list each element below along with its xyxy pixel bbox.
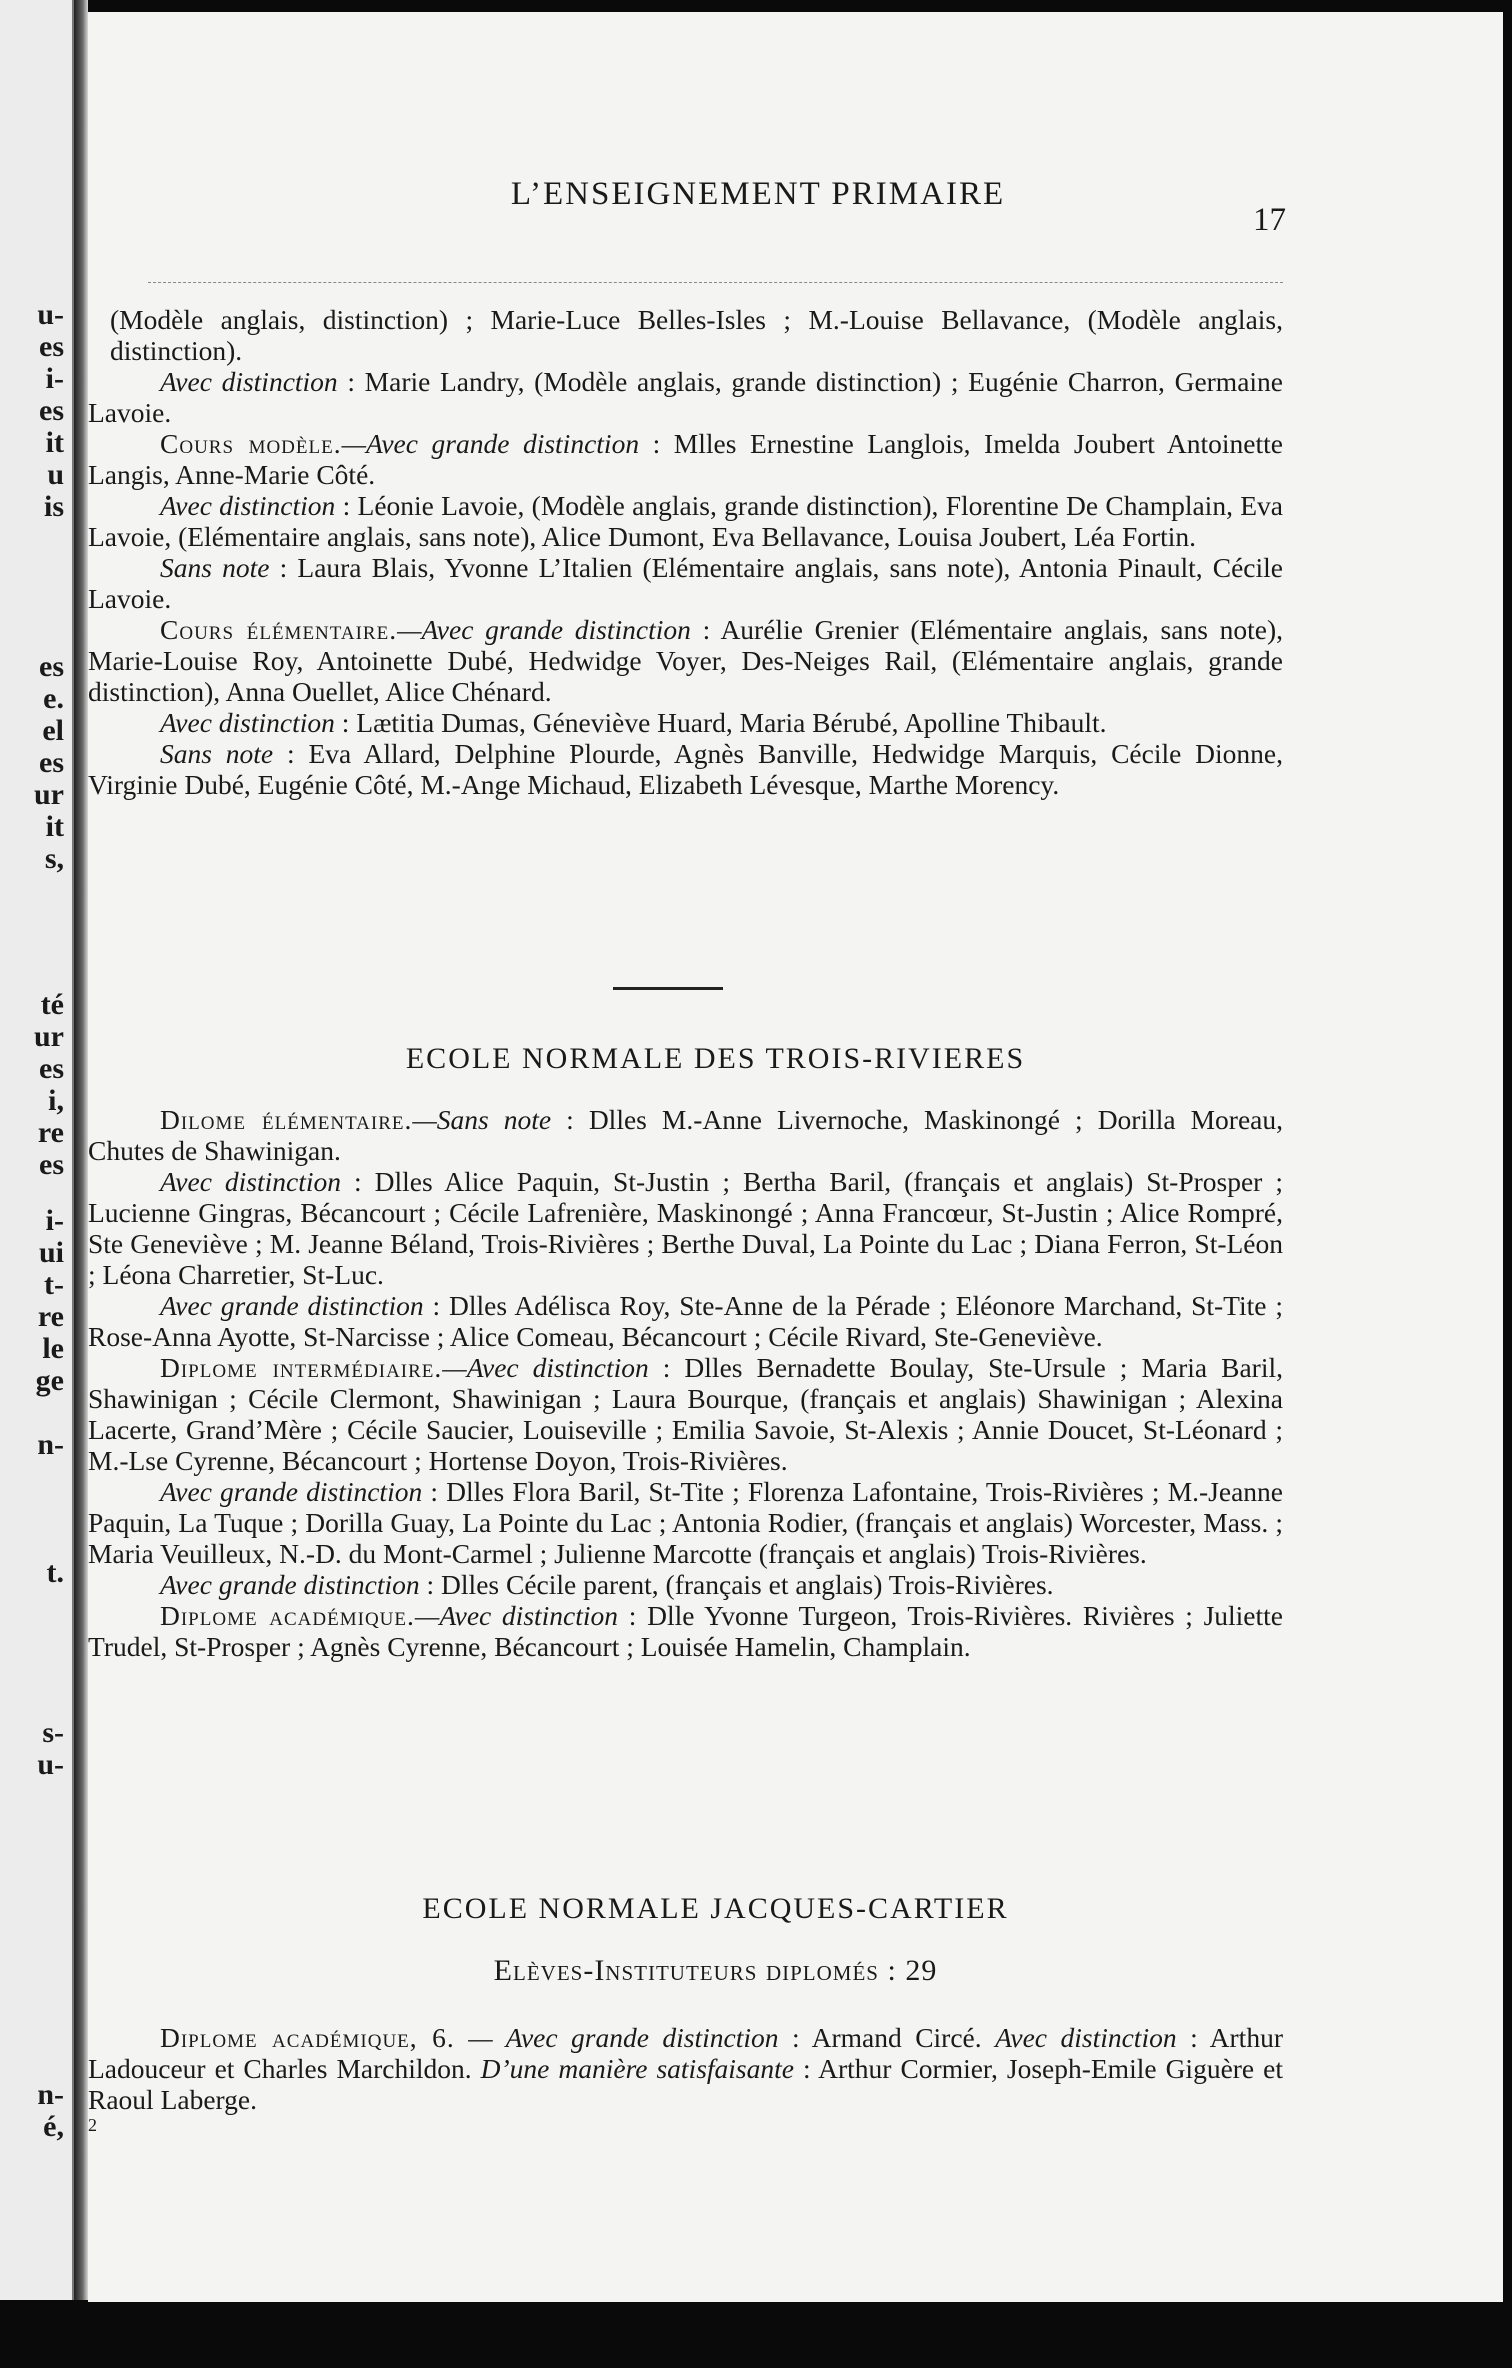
book-gutter bbox=[74, 0, 88, 2300]
paragraph bbox=[88, 1352, 1283, 1476]
paragraph-text: : Mlles Ernestine Langlois, Imelda Joubert Antoinette Langis, Anne-Marie Côté. bbox=[88, 428, 1283, 490]
paragraph-text: : Eva Allard, Delphine Plourde, Agnès Banville, Hedwidge Marquis, Cécile Dionne, Virginie Dubé, Eugénie Côté, M.-Ange Michaud, Elizabeth Lévesque, Marthe Morency. bbox=[88, 738, 1283, 800]
paragraph-text: : Dlles Cécile parent, (français et anglais) Trois-Rivières. bbox=[419, 1569, 1054, 1600]
left-fragment: es bbox=[39, 650, 64, 683]
paragraph-text: : Arthur Cormier, Joseph-Emile Giguère et Raoul Laberge. bbox=[88, 2053, 1283, 2115]
emphasis: — Avec grande distinction bbox=[454, 2022, 779, 2053]
left-fragment: i- bbox=[45, 1204, 64, 1237]
left-fragment: it bbox=[45, 810, 64, 843]
section-label: Cours modèle. bbox=[160, 428, 342, 459]
page-number: 17 bbox=[1253, 202, 1286, 238]
emphasis: —Sans note bbox=[412, 1104, 552, 1135]
paragraph bbox=[88, 1290, 1283, 1352]
left-fragment: n- bbox=[37, 2078, 64, 2111]
left-fragment: t. bbox=[46, 1556, 64, 1589]
paragraph bbox=[88, 1476, 1283, 1569]
left-page-edge bbox=[0, 0, 74, 2300]
left-fragment: e. bbox=[43, 682, 64, 715]
emphasis: Avec grande distinction bbox=[160, 1569, 420, 1600]
text-block-3 bbox=[88, 2022, 1283, 2135]
emphasis: D’une manière satisfaisante bbox=[480, 2053, 794, 2084]
text-block-1 bbox=[88, 304, 1283, 800]
left-fragment: i, bbox=[48, 1084, 64, 1117]
left-fragment: u- bbox=[37, 1748, 64, 1781]
section-label: Diplome académique. bbox=[160, 1600, 415, 1631]
signature-mark: 2 bbox=[88, 2115, 97, 2135]
left-fragment: u bbox=[47, 458, 64, 491]
paragraph-text: : Armand Circé. bbox=[778, 2022, 996, 2053]
left-fragment: is bbox=[43, 490, 64, 523]
paragraph bbox=[88, 738, 1283, 800]
paragraph-text: : Dlles Alice Paquin, St-Justin ; Bertha Baril, (français et anglais) St-Prosper ; Lucienne Gingras, Bécancourt ; Cécile Lafrenière, Maskinongé ; Anna Francœur, St-Justin ; Alice Rompré, Ste Geneviève ; M. Jeanne Béland, Trois-Rivières ; Berthe Duval, La Pointe du Lac ; Diana Ferron, St-Léon ; Léona Charretier, St-Luc. bbox=[88, 1166, 1283, 1290]
section-separator bbox=[613, 987, 723, 990]
paragraph bbox=[88, 707, 1283, 738]
left-fragment: s, bbox=[44, 842, 64, 875]
section-label: Diplome intermédiaire. bbox=[160, 1352, 443, 1383]
left-fragment: u- bbox=[37, 298, 64, 331]
paragraph bbox=[88, 1166, 1283, 1290]
header-rule bbox=[148, 282, 1283, 283]
paragraph bbox=[88, 366, 1283, 428]
paragraph-text: : Léonie Lavoie, (Modèle anglais, grande distinction), Florentine De Champlain, Eva Lavoie, (Elémentaire anglais, sans note), Alice Dumont, Eva Bellavance, Louisa Joubert, Léa Fortin. bbox=[88, 490, 1283, 552]
section-label: Diplome académique, 6. bbox=[160, 2022, 455, 2053]
left-fragment: it bbox=[45, 426, 64, 459]
left-fragment: n- bbox=[37, 1428, 64, 1461]
emphasis: —Avec grande distinction bbox=[341, 428, 640, 459]
section-heading: ECOLE NORMALE DES TROIS-RIVIERES bbox=[405, 1042, 1026, 1075]
paragraph-text: : Laura Blais, Yvonne L’Italien (Elémentaire anglais, sans note), Antonia Pinault, Cécile Lavoie. bbox=[88, 552, 1283, 614]
paragraph-text: : Dlles M.-Anne Livernoche, Maskinongé ; Dorilla Moreau, Chutes de Shawinigan. bbox=[88, 1104, 1284, 1166]
paragraph-text: : Aurélie Grenier (Elémentaire anglais, sans note), Marie-Louise Roy, Antoinette Dubé, Hedwidge Voyer, Des-Neiges Rail, (Elémentaire anglais, grande distinction), Anna Ouellet, Alice Chénard. bbox=[88, 614, 1283, 707]
left-fragment: é, bbox=[43, 2110, 64, 2143]
paragraph bbox=[88, 1569, 1283, 1600]
emphasis: —Avec distinction bbox=[442, 1352, 649, 1383]
paragraph-text: : Dlle Yvonne Turgeon, Trois-Rivières. Rivières ; Juliette Trudel, St-Prosper ; Agnès Cyrenne, Bécancourt ; Louisée Hamelin, Champlain. bbox=[88, 1600, 1283, 1662]
paragraph: (Modèle anglais, distinction) ; Marie-Luce Belles-Isles ; M.-Louise Bellavance, (Modèle anglais, distinction). bbox=[110, 304, 1283, 366]
running-header: L’ENSEIGNEMENT PRIMAIRE bbox=[510, 176, 1006, 212]
section-subheading: Elèves-Instituteurs diplomés : 29 bbox=[493, 1954, 938, 1987]
paragraph-text: : Dlles Flora Baril, St-Tite ; Florenza Lafontaine, Trois-Rivières ; M.-Jeanne Paquin, La Tuque ; Dorilla Guay, La Pointe du Lac ; Antonia Rodier, (français et anglais) Worcester, Mass. ; Maria Veuilleux, N.-D. du Mont-Carmel ; Julienne Marcotte (français et anglais) Trois-Rivières. bbox=[88, 1476, 1283, 1569]
paragraph bbox=[88, 1600, 1283, 1662]
left-fragment: t- bbox=[44, 1268, 64, 1301]
section-heading: ECOLE NORMALE JACQUES-CARTIER bbox=[422, 1892, 1009, 1925]
left-fragment: es bbox=[39, 330, 64, 363]
left-fragment: es bbox=[39, 1052, 64, 1085]
left-fragment: ui bbox=[38, 1236, 64, 1269]
paragraph-text: : Arthur Ladouceur et Charles Marchildon. bbox=[88, 2022, 1283, 2084]
left-fragment: re bbox=[37, 1300, 64, 1333]
paragraph-text: : Dlles Bernadette Boulay, Ste-Ursule ; Maria Baril, Shawinigan ; Cécile Clermont, Shawinigan ; Laura Bourque, (français et anglais) Shawinigan ; Alexina Lacerte, Grand’Mère ; Cécile Saucier, Louiseville ; Emilia Savoie, St-Alexis ; Annie Doucet, St-Léonard ; M.-Lse Cyrenne, Bécancourt ; Hortense Doyon, Trois-Rivières. bbox=[88, 1352, 1283, 1476]
paragraph bbox=[88, 2022, 1283, 2115]
emphasis: Avec distinction bbox=[160, 707, 335, 738]
left-fragment: le bbox=[42, 1332, 64, 1365]
paragraph bbox=[88, 614, 1283, 707]
emphasis: Avec distinction bbox=[160, 1166, 342, 1197]
left-fragment: ur bbox=[34, 778, 64, 811]
paragraph-text: : Lætitia Dumas, Géneviève Huard, Maria Bérubé, Apolline Thibault. bbox=[334, 707, 1107, 738]
paragraph-text: : Dlles Adélisca Roy, Ste-Anne de la Pérade ; Eléonore Marchand, St-Tite ; Rose-Anna Ayotte, St-Narcisse ; Alice Comeau, Bécancourt ; Cécile Rivard, Ste-Geneviève. bbox=[88, 1290, 1283, 1352]
left-fragment: ur bbox=[34, 1020, 64, 1053]
section-label: Cours élémentaire. bbox=[160, 614, 398, 645]
left-fragment: s- bbox=[42, 1716, 64, 1749]
emphasis: Avec grande distinction bbox=[160, 1290, 424, 1321]
paragraph bbox=[88, 490, 1283, 552]
left-fragment: i- bbox=[45, 362, 64, 395]
left-fragment: el bbox=[42, 714, 64, 747]
paragraph bbox=[88, 1104, 1283, 1166]
left-fragment: es bbox=[39, 1148, 64, 1181]
emphasis: Sans note bbox=[160, 552, 270, 583]
emphasis: —Avec grande distinction bbox=[397, 614, 691, 645]
emphasis: Sans note bbox=[160, 738, 274, 769]
paragraph bbox=[88, 552, 1283, 614]
emphasis: Avec distinction bbox=[995, 2022, 1177, 2053]
paragraph bbox=[88, 428, 1283, 490]
left-fragment: ge bbox=[35, 1364, 64, 1397]
paragraph-text: : Marie Landry, (Modèle anglais, grande distinction) ; Eugénie Charron, Germaine Lavoie. bbox=[88, 366, 1283, 428]
section-label: Dilome élémentaire. bbox=[160, 1104, 413, 1135]
page bbox=[88, 12, 1503, 2302]
left-fragment: re bbox=[37, 1116, 64, 1149]
text-block-2 bbox=[88, 1104, 1283, 1662]
emphasis: —Avec distinction bbox=[414, 1600, 619, 1631]
emphasis: Avec distinction bbox=[160, 366, 338, 397]
emphasis: Avec grande distinction bbox=[160, 1476, 423, 1507]
left-fragment: es bbox=[39, 394, 64, 427]
left-fragment: té bbox=[40, 988, 64, 1021]
left-fragment: es bbox=[39, 746, 64, 779]
emphasis: Avec distinction bbox=[160, 490, 336, 521]
